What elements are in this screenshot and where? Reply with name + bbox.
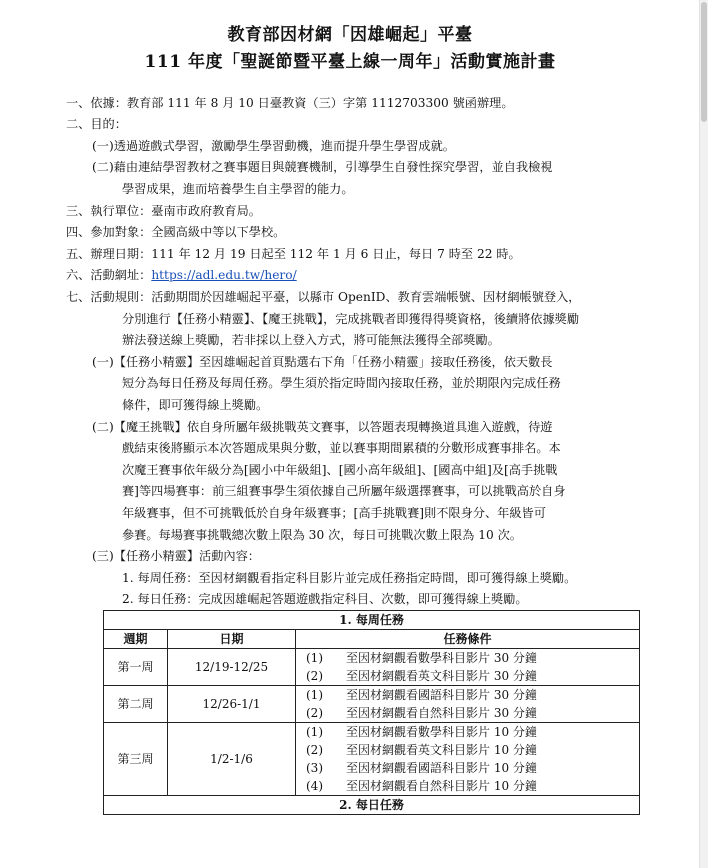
- condition-item: (4) 至因材網觀看自然科目影片 10 分鐘: [306, 779, 537, 793]
- rule-item-2-cont-2: 次魔王賽事依年級分為[國小中年級組]、[國小高年級組]、[國高中組]及[高手挑戰: [122, 463, 558, 477]
- table-footer-row: [104, 796, 640, 815]
- purpose-item-2: (二)藉由連結學習教材之賽事題目與競賽機制，引導學生自發性探究學習，並自我檢視: [92, 160, 553, 174]
- rule-item-1: (一)【任務小精靈】至因雄崛起首頁點選右下角「任務小精靈」接取任務後，依天數長: [92, 355, 553, 369]
- clause-purpose: 二、目的：: [66, 117, 127, 131]
- website-label: 六、活動網址：: [66, 268, 152, 282]
- task-daily-desc: 2. 每日任務：完成因雄崛起答題遊戲指定科目、次數，即可獲得線上獎勵。: [122, 592, 528, 606]
- table-row: [104, 723, 640, 796]
- clause-participants: 四、參加對象：全國高級中等以下學校。: [66, 225, 286, 239]
- condition-item: (2) 至因材網觀看自然科目影片 30 分鐘: [306, 706, 537, 720]
- daily-task-heading: 2. 每日任務: [104, 796, 640, 815]
- condition-item: (2) 至因材網觀看英文科目影片 10 分鐘: [306, 743, 537, 757]
- condition-item: (2) 至因材網觀看英文科目影片 30 分鐘: [306, 669, 537, 683]
- rules-cont-1: 分別進行【任務小精靈】、【魔王挑戰】，完成挑戰者即獲得得獎資格，後續將依據獎勵: [122, 312, 580, 326]
- website-link[interactable]: https://adl.edu.tw/hero/: [151, 268, 297, 282]
- week-cell: 第三周: [104, 723, 168, 796]
- vertical-scrollbar[interactable]: [699, 0, 708, 868]
- document-title-line1: 教育部因材網「因雄崛起」平臺: [227, 25, 473, 45]
- clause-rules: 七、活動規則：活動期間於因雄崛起平臺，以縣市 OpenID、教育雲端帳號、因材網帳號登入，: [66, 290, 581, 304]
- rule-item-1-cont-1: 短分為每日任務及每周任務。學生須於指定時間內接取任務，並於期限內完成任務: [122, 376, 561, 390]
- rule-item-3: (三)【任務小精靈】活動內容：: [92, 549, 260, 563]
- rule-item-1-cont-2: 條件，即可獲得線上獎勵。: [122, 398, 269, 412]
- date-cell: 1/2-1/6: [168, 723, 296, 796]
- condition-item: (3) 至因材網觀看國語科目影片 10 分鐘: [306, 761, 537, 775]
- date-cell: 12/26-1/1: [168, 686, 296, 723]
- rule-item-2-cont-3: 賽]等四場賽事：前三組賽事學生須依據自己所屬年級選擇賽事，可以挑戰高於自身: [122, 484, 566, 498]
- conditions-cell: [296, 686, 640, 723]
- clause-executor: 三、執行單位：臺南市政府教育局。: [66, 204, 261, 218]
- week-cell: 第一周: [104, 649, 168, 686]
- table-row: [104, 686, 640, 723]
- rules-cont-2: 辦法發送線上獎勵，若非採以上登入方式，將可能無法獲得全部獎勵。: [122, 333, 500, 347]
- header-week: 週期: [104, 630, 168, 649]
- table-caption: 1. 每周任務: [104, 611, 640, 630]
- document-title-line2: 111 年度「聖誕節暨平臺上線一周年」活動實施計畫: [144, 52, 556, 72]
- table-row: [104, 649, 640, 686]
- conditions-cell: [296, 723, 640, 796]
- purpose-item-2-cont: 學習成果，進而培養學生自主學習的能力。: [122, 182, 354, 196]
- table-header-row: [104, 630, 640, 649]
- conditions-cell: [296, 649, 640, 686]
- header-date: 日期: [168, 630, 296, 649]
- condition-item: (1) 至因材網觀看數學科目影片 30 分鐘: [306, 651, 537, 665]
- table-caption-row: [104, 611, 640, 630]
- scrollbar-thumb[interactable]: [701, 2, 707, 122]
- clause-dates: 五、辦理日期：111 年 12 月 19 日起至 112 年 1 月 6 日止，每日 7 時至 22 時。: [66, 247, 521, 261]
- date-cell: 12/19-12/25: [168, 649, 296, 686]
- purpose-item-1: (一)透過遊戲式學習，激勵學生學習動機，進而提升學生學習成就。: [92, 139, 455, 153]
- clause-website: [66, 267, 297, 283]
- header-conditions: 任務條件: [296, 630, 640, 649]
- rule-item-2-cont-1: 戲結束後將顯示本次答題成果與分數，並以賽事期間累積的分數形成賽事排名。本: [122, 441, 561, 455]
- task-weekly-desc: 1. 每周任務：至因材網觀看指定科目影片並完成任務指定時間，即可獲得線上獎勵。: [122, 571, 577, 585]
- week-cell: 第二周: [104, 686, 168, 723]
- rule-item-2-cont-5: 參賽。每場賽事挑戰總次數上限為 30 次，每日可挑戰次數上限為 10 次。: [122, 528, 522, 542]
- condition-item: (1) 至因材網觀看數學科目影片 10 分鐘: [306, 725, 537, 739]
- rule-item-2: (二)【魔王挑戰】依自身所屬年級挑戰英文賽事，以答題表現轉換道具進入遊戲，待遊: [92, 420, 553, 434]
- rule-item-2-cont-4: 年級賽事，但不可挑戰低於自身年級賽事；[高手挑戰賽]則不限身分、年級皆可: [122, 506, 546, 520]
- weekly-task-table: [103, 610, 640, 815]
- clause-basis: 一、依據：教育部 111 年 8 月 10 日臺教資（三）字第 1112703300 號函辦理。: [66, 96, 514, 110]
- condition-item: (1) 至因材網觀看國語科目影片 30 分鐘: [306, 688, 537, 702]
